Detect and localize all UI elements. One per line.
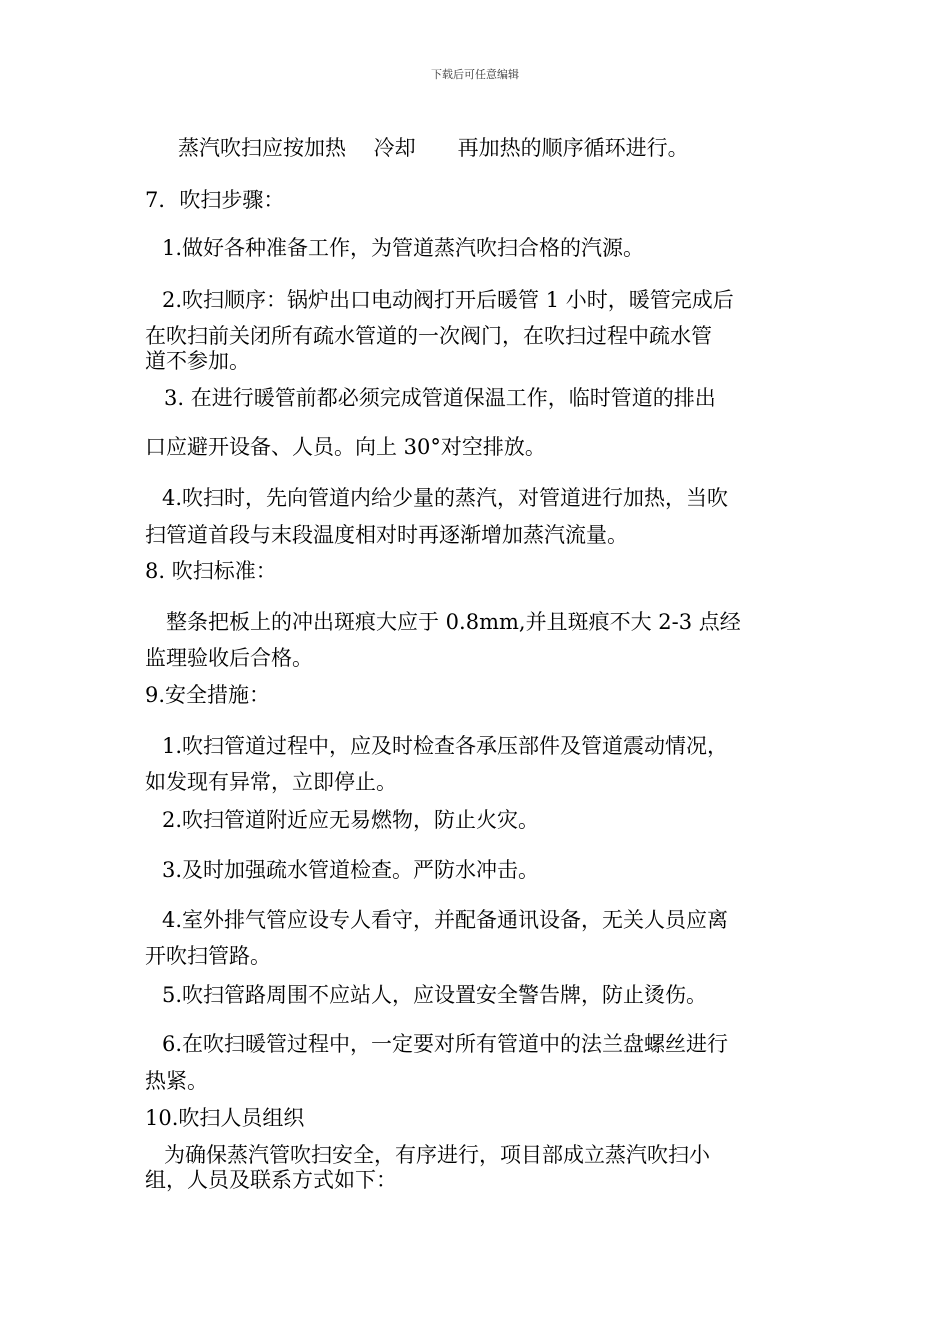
- paragraph-line: 4.吹扫时，先向管道内给少量的蒸汽，对管道进行加热，当吹: [162, 486, 729, 510]
- paragraph-line: 如发现有异常，立即停止。: [145, 770, 397, 794]
- paragraph-line: 5.吹扫管路周围不应站人，应设置安全警告牌，防止烫伤。: [162, 983, 708, 1007]
- paragraph-line: 组，人员及联系方式如下：: [145, 1168, 397, 1192]
- paragraph-line: 开吹扫管路。: [145, 944, 271, 968]
- paragraph-line: 3. 在进行暖管前都必须完成管道保温工作，临时管道的排出: [164, 386, 716, 410]
- paragraph-line: 口应避开设备、人员。向上 30°对空排放。: [145, 435, 546, 459]
- paragraph-line: 2.吹扫管道附近应无易燃物，防止火灾。: [162, 808, 540, 832]
- paragraph-line: 热紧。: [145, 1069, 208, 1093]
- paragraph-line: 4.室外排气管应设专人看守，并配备通讯设备，无关人员应离: [162, 908, 729, 932]
- paragraph-line: 在吹扫前关闭所有疏水管道的一次阀门，在吹扫过程中疏水管: [145, 324, 712, 348]
- paragraph-line: 蒸汽吹扫应按加热 冷却 再加热的顺序循环进行。: [178, 136, 689, 160]
- paragraph-line: 1.吹扫管道过程中，应及时检查各承压部件及管道震动情况，: [162, 734, 729, 758]
- section-heading: 8. 吹扫标准：: [145, 559, 277, 583]
- section-heading: 10.吹扫人员组织: [145, 1106, 305, 1130]
- paragraph-line: 监理验收后合格。: [145, 646, 313, 670]
- paragraph-line: 2.吹扫顺序：锅炉出口电动阀打开后暖管 1 小时，暖管完成后: [162, 288, 734, 312]
- paragraph-line: 整条把板上的冲出斑痕大应于 0.8mm,并且斑痕不大 2-3 点经: [166, 610, 741, 634]
- paragraph-line: 道不参加。: [145, 349, 250, 373]
- section-heading: 7．吹扫步骤：: [145, 188, 285, 212]
- paragraph-line: 扫管道首段与末段温度相对时再逐渐增加蒸汽流量。: [145, 523, 628, 547]
- paragraph-line: 为确保蒸汽管吹扫安全，有序进行，项目部成立蒸汽吹扫小: [164, 1143, 710, 1167]
- paragraph-line: 6.在吹扫暖管过程中，一定要对所有管道中的法兰盘螺丝进行: [162, 1032, 729, 1056]
- section-heading: 9.安全措施：: [145, 683, 271, 707]
- paragraph-line: 3.及时加强疏水管道检查。严防水冲击。: [162, 858, 540, 882]
- paragraph-line: 1.做好各种准备工作，为管道蒸汽吹扫合格的汽源。: [162, 236, 645, 260]
- page-header: 下载后可任意编辑: [431, 68, 519, 81]
